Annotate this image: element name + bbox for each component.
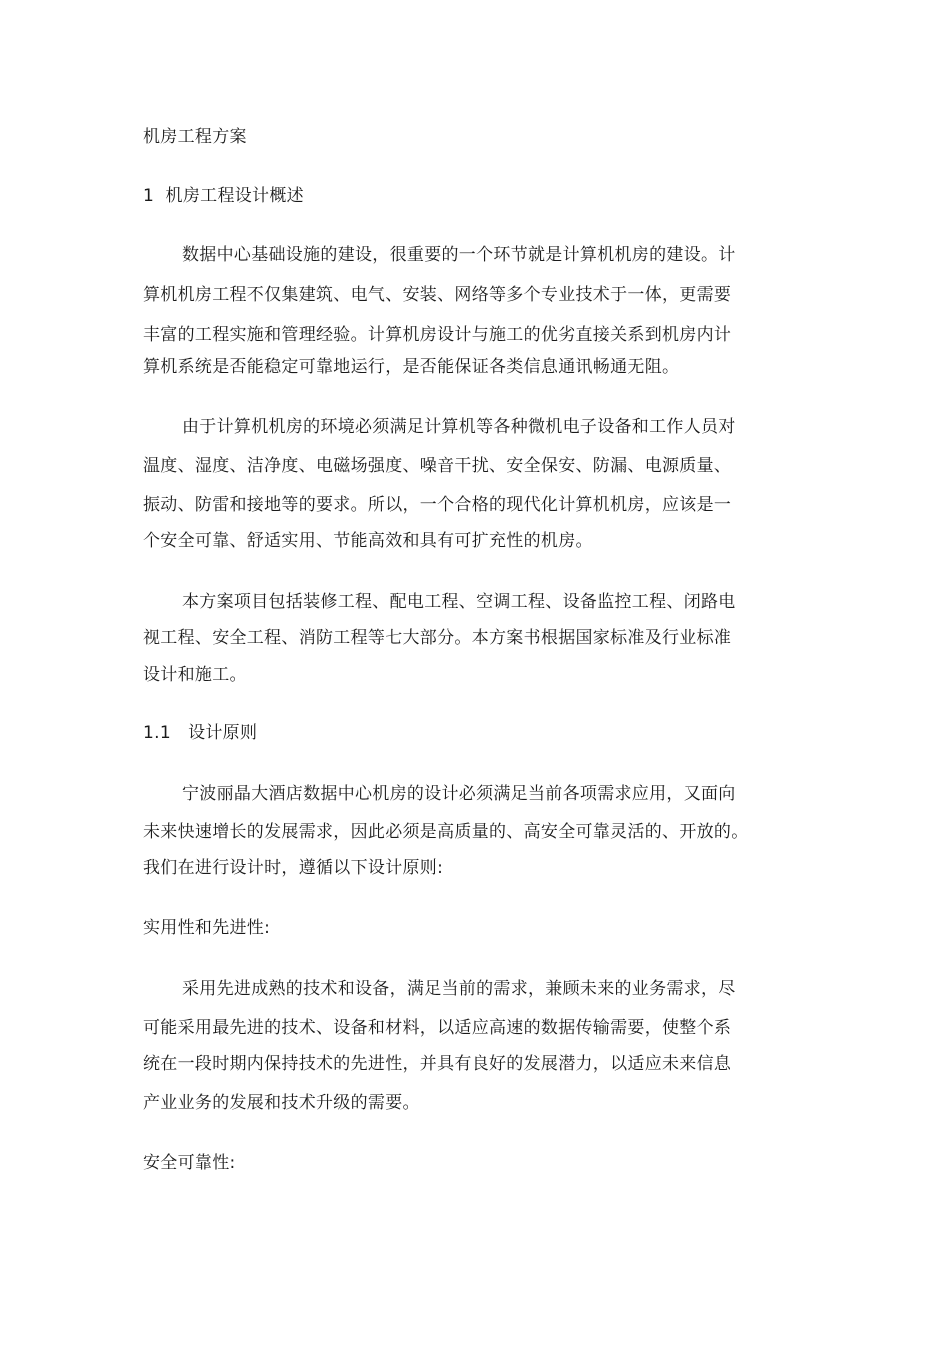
- section-number: 1.1: [143, 723, 171, 743]
- paragraph-line: 宁波丽晶大酒店数据中心机房的设计必须满足当前各项需求应用，又面向: [182, 784, 736, 804]
- paragraph-line: 数据中心基础设施的建设，很重要的一个环节就是计算机机房的建设。计: [182, 245, 736, 265]
- document-title: 机房工程方案: [143, 127, 247, 147]
- section-heading-text: 机房工程设计概述: [165, 186, 304, 206]
- paragraph-line: 我们在进行设计时，遵循以下设计原则:: [143, 858, 444, 878]
- paragraph-line: 采用先进成熟的技术和设备，满足当前的需求，兼顾未来的业务需求，尽: [182, 979, 736, 999]
- paragraph-line: 视工程、安全工程、消防工程等七大部分。本方案书根据国家标准及行业标准: [143, 628, 732, 648]
- section-1-1-heading: [143, 722, 257, 744]
- paragraph-line: 算机系统是否能稳定可靠地运行，是否能保证各类信息通讯畅通无阻。: [143, 357, 680, 377]
- paragraph-line: 产业业务的发展和技术升级的需要。: [143, 1093, 420, 1113]
- section-heading-text: 设计原则: [188, 723, 258, 743]
- section-number: 1: [143, 186, 155, 206]
- principle-heading: 安全可靠性:: [143, 1153, 236, 1173]
- paragraph-line: 统在一段时期内保持技术的先进性，并具有良好的发展潜力，以适应未来信息: [143, 1054, 732, 1074]
- paragraph-line: 设计和施工。: [143, 665, 247, 685]
- paragraph-line: 未来快速增长的发展需求，因此必须是高质量的、高安全可靠灵活的、开放的。: [143, 822, 749, 842]
- paragraph-line: 温度、湿度、洁净度、电磁场强度、噪音干扰、安全保安、防漏、电源质量、: [143, 456, 732, 476]
- paragraph-line: 个安全可靠、舒适实用、节能高效和具有可扩充性的机房。: [143, 531, 593, 551]
- paragraph-line: 本方案项目包括装修工程、配电工程、空调工程、设备监控工程、闭路电: [182, 592, 736, 612]
- paragraph-line: 由于计算机机房的环境必须满足计算机等各种微机电子设备和工作人员对: [182, 417, 736, 437]
- section-1-heading: [143, 185, 304, 207]
- principle-heading: 实用性和先进性:: [143, 918, 271, 938]
- paragraph-line: 振动、防雷和接地等的要求。所以，一个合格的现代化计算机机房，应该是一: [143, 495, 732, 515]
- paragraph-line: 可能采用最先进的技术、设备和材料，以适应高速的数据传输需要，使整个系: [143, 1018, 732, 1038]
- paragraph-line: 算机机房工程不仅集建筑、电气、安装、网络等多个专业技术于一体，更需要: [143, 285, 732, 305]
- paragraph-line: 丰富的工程实施和管理经验。计算机房设计与施工的优劣直接关系到机房内计: [143, 325, 732, 345]
